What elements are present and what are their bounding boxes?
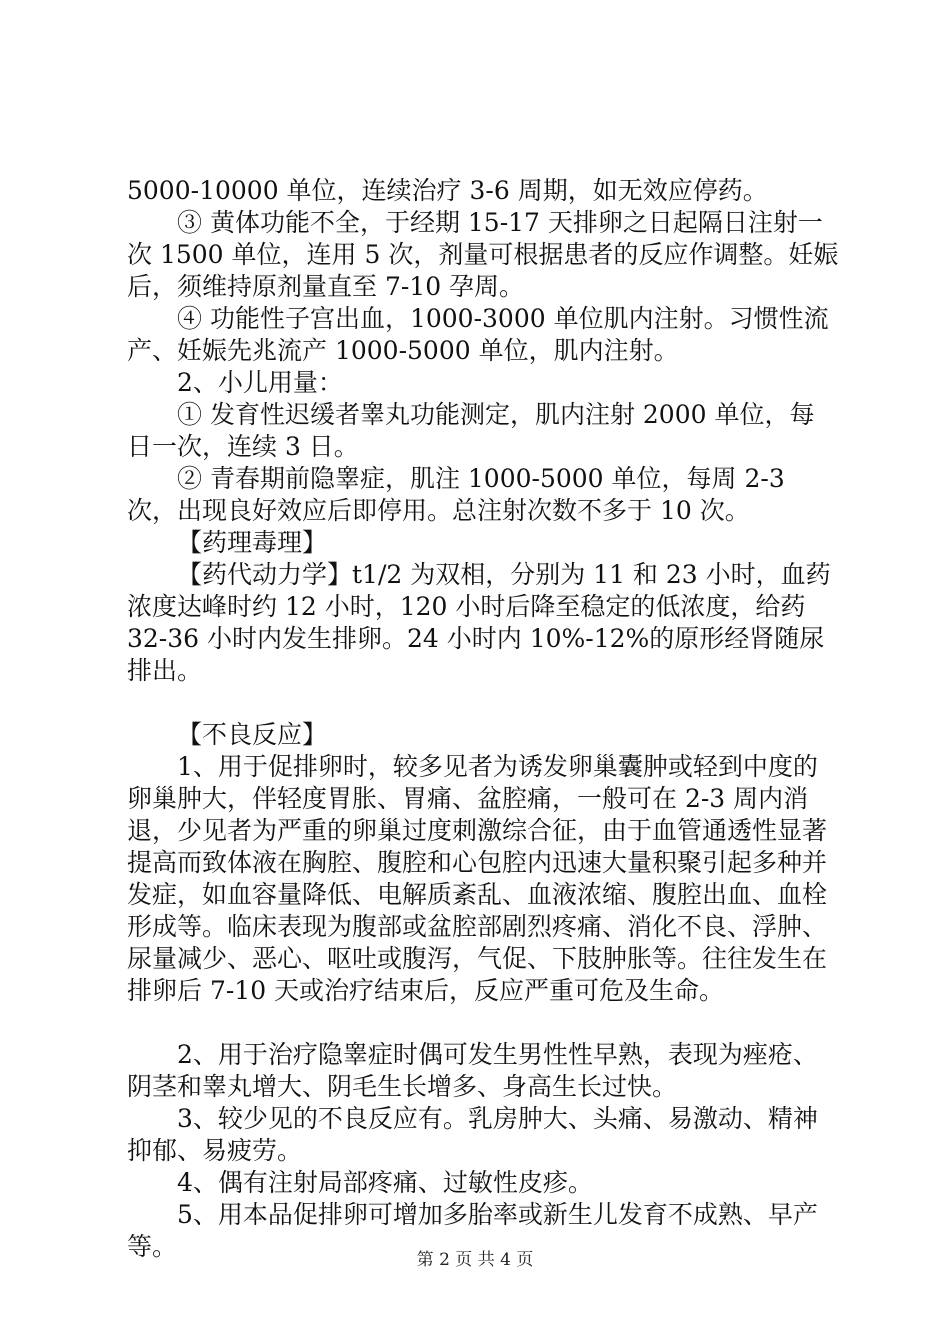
spacer: [127, 687, 839, 719]
paragraph-adverse-1: 1、用于促排卵时，较多见者为诱发卵巢囊肿或轻到中度的卵巢肿大，伴轻度胃胀、胃痛、盆腔痛，一般可在 2-3 周内消退，少见者为严重的卵巢过度刺激综合征，由于血管通透性显著提高而致体液在胸腔、腹腔和心包腔内迅速大量积聚引起多种并发症，如血容量降低、电解质紊乱、血液浓缩、腹腔出血、血栓形成等。临床表现为腹部或盆腔部剧烈疼痛、消化不良、浮肿、尿量减少、恶心、呕吐或腹泻，气促、下肢肿胀等。往往发生在排卵后 7-10 天或治疗结束后，反应严重可危及生命。: [127, 752, 828, 1005]
heading-pediatric-dosage: 2、小儿用量：: [177, 368, 343, 397]
paragraph-adverse-2: 2、用于治疗隐睾症时偶可发生男性性早熟，表现为痤疮、阴茎和睾丸增大、阴毛生长增多、身高生长过快。: [127, 1040, 818, 1101]
heading-pharmacology: 【药理毒理】: [177, 528, 328, 557]
spacer: [127, 1007, 839, 1039]
page-footer: 第 2 页 共 4 页: [416, 1250, 534, 1270]
paragraph-adverse-5: 5、用本品促排卵可增加多胎率或新生儿发育不成熟、早产等。: [127, 1200, 818, 1261]
paragraph-uterine-bleeding: ④ 功能性子宫出血，1000-3000 单位肌内注射。习惯性流产、妊娠先兆流产 1000-5000 单位，肌内注射。: [127, 304, 829, 365]
document-body: [127, 175, 839, 1263]
paragraph-testicular-test: ① 发育性迟缓者睾丸功能测定，肌内注射 2000 单位，每日一次，连续 3 日。: [127, 400, 815, 461]
paragraph-luteal-insufficiency: ③ 黄体功能不全，于经期 15-17 天排卵之日起隔日注射一次 1500 单位，连用 5 次，剂量可根据患者的反应作调整。妊娠后，须维持原剂量直至 7-10 孕周。: [127, 208, 839, 301]
paragraph-cryptorchidism: ② 青春期前隐睾症，肌注 1000-5000 单位，每周 2-3 次，出现良好效应后即停用。总注射次数不多于 10 次。: [127, 464, 785, 525]
paragraph-dosage-continued: 5000-10000 单位，连续治疗 3-6 周期，如无效应停药。: [127, 176, 768, 205]
paragraph-pharmacokinetics: 【药代动力学】t1/2 为双相，分别为 11 和 23 小时，血药浓度达峰时约 12 小时，120 小时后降至稳定的低浓度，给药 32-36 小时内发生排卵。24 小时内 10%-12%的原形经肾随尿排出。: [127, 560, 831, 685]
heading-adverse-reactions: 【不良反应】: [177, 720, 328, 749]
paragraph-adverse-4: 4、偶有注射局部疼痛、过敏性皮疹。: [177, 1168, 593, 1197]
paragraph-adverse-3: 3、较少见的不良反应有。乳房肿大、头痛、易激动、精神抑郁、易疲劳。: [127, 1104, 818, 1165]
